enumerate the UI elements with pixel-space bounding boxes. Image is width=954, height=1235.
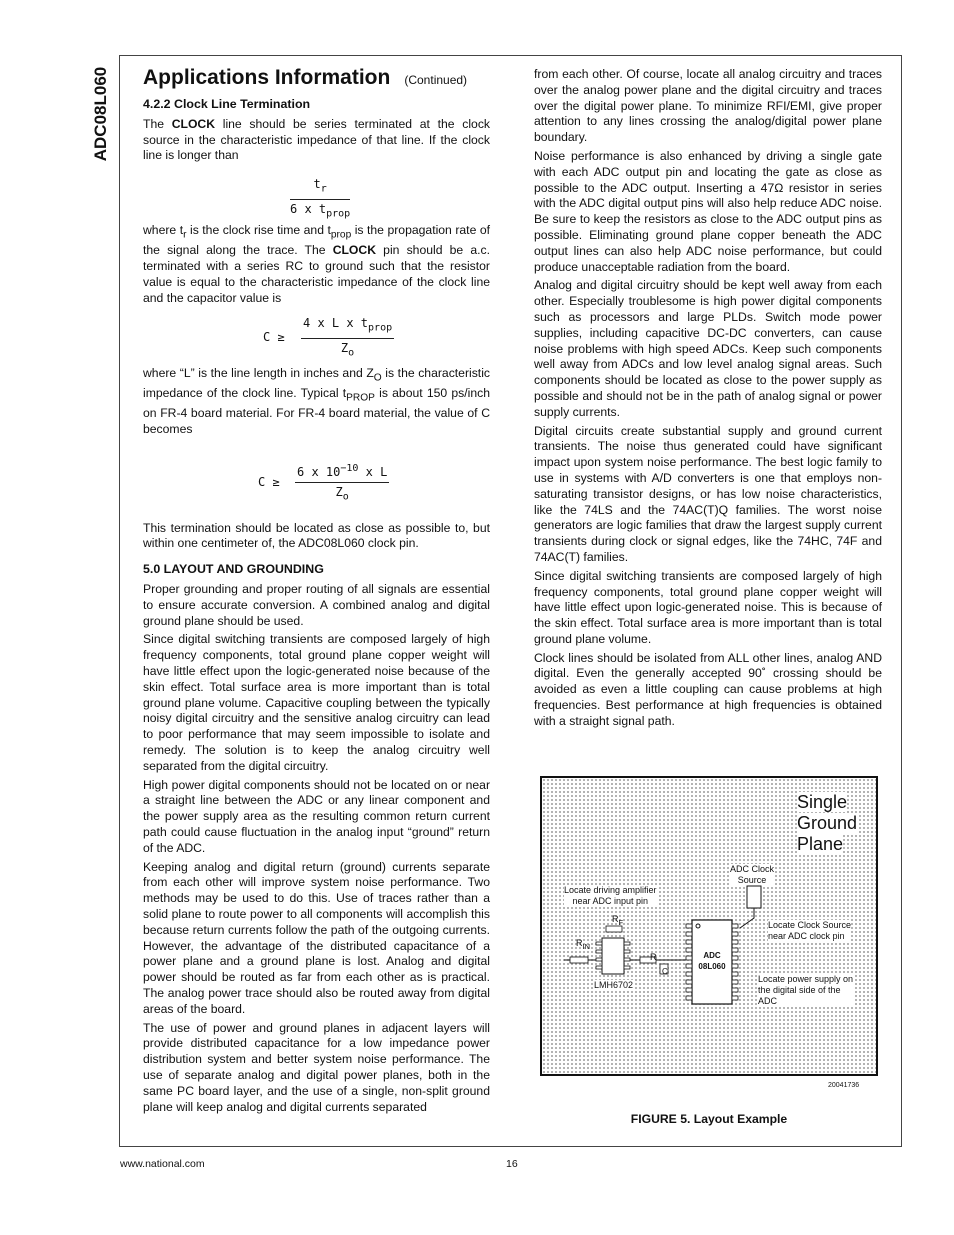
paragraph: from each other. Of course, locate all analog circuitry and traces over the analog power plane and the digital circuitry and traces over the digital power plane. To minimize RFI/EMI, give proper attention to any lines crossing the analog/digital power plane boundary. bbox=[534, 67, 882, 145]
paragraph: Digital circuits create substantial supply and ground current transients. The noise thus generated could have significant impact upon system noise performance. The best logic family to use in systems with A/D converters is one that employs non-saturating transistor designs, or has low noise characteristics, like the 74LS and the 74AC(T)Q families. The worst noise generators are logic families that draw the largest supply current transients during clock or signal edges, like the 74HC, 74F and 74AC(T) families. bbox=[534, 423, 882, 564]
figure-label-clock-source: ADC Clock Source bbox=[730, 864, 775, 885]
paragraph: Proper grounding and proper routing of all signals are essential to ensure accurate conversion. A combined analog and digital ground plane should be used. bbox=[143, 582, 490, 628]
paragraph: where $t_r$ is the clock rise time and $t_{prop}$ is the propagation rate of the signal along the trace. The CLOCK pin should be a.c. terminated with a series RC to ground such that the resistor value is equal to the characteristic impedance of the clock line and the capacitor value is bbox=[143, 223, 491, 305]
equation-2: C ≥ 4 x L x $t_{prop}$ $Z_o$ bbox=[263, 315, 393, 359]
figure-label-adc: ADC 08L060 bbox=[694, 950, 730, 972]
figure-label-amp: LMH6702 bbox=[594, 980, 634, 990]
figure-label-power-supply: Locate power supply on the digital side of the ADC bbox=[758, 974, 854, 1006]
layout-figure bbox=[540, 776, 878, 1076]
section-heading-clock-line: 4.2.2 Clock Line Termination bbox=[143, 97, 311, 111]
paragraph: Clock lines should be isolated from ALL other lines, analog AND digital. Even the generally accepted 90˚ crossing should be avoided as even a little coupling can cause problems at high frequencies. Best performance at high frequencies is obtained with a straight signal path. bbox=[534, 650, 882, 728]
right-column bbox=[534, 67, 882, 733]
paragraph: Keeping analog and digital return (ground) currents separate from each other will improve system noise performance. Two methods may be used to do this. Use of traces rather than a solid plane to route power to all components will accomplish this because return currents follow the path of the outgoing currents. However, the advantage of the distributed capacitance of a power plane and a ground plane is lost. Analog and digital power should be routed as far from each other as is practical. The analog power trace should also be routed away from digital areas of the board. bbox=[143, 859, 490, 1016]
figure-id: 20041736 bbox=[828, 1082, 860, 1089]
equation-3: C ≥ $\frac{6 x 10^{-10} x L}{Z_o}$ bbox=[258, 462, 388, 503]
figure-plane-label: Single Ground Plane bbox=[797, 792, 858, 854]
equation-1: $t_r$ 6 x $t_{prop}$ bbox=[290, 177, 351, 220]
paragraph: High power digital components should not be located on or near a straight line between the ADC or any linear component and the power supply area as the resulting common return current path could cause fluctuation in the analog input “ground” return of the ADC. bbox=[143, 777, 490, 855]
sidebar-part-number bbox=[86, 54, 116, 174]
paragraph: Analog and digital circuitry should be kept well away from each other. Especially troublesome is high power digital components such as processors and large PLDs. Switch mode power supplies, including capacitive DC-DC converters, can cause noise problems with high speed ADCs. Keep such components well away from ADCs and low level analog signal areas. Such components should be located as close to the power supply as possible and should not be in the path of analog signal or power supply currents. bbox=[534, 278, 882, 419]
continued-label: (Continued) bbox=[404, 73, 468, 87]
part-number: ADC08L060 bbox=[91, 66, 110, 162]
paragraph: Since digital switching transients are composed largely of high frequency components, total ground plane copper weight will have little effect upon logic-generated noise. This is because of the skin effect. Total surface area is more important than is total ground plane volume. bbox=[534, 568, 882, 646]
left-column bbox=[143, 67, 490, 1118]
paragraph: Noise performance is also enhanced by driving a single gate with each ADC output pin and locating the gate as close as possible to the ADC output. Inserting a 47Ω resistor in series with the ADC digital output pins will also help reduce ADC noise. Be sure to keep the resistors as close to the ADC output pins as possible. Eliminating ground plane copper beneath the ADC output lines can also help ADC noise performance, but could produce unacceptable radiation from the board. bbox=[534, 148, 882, 274]
paragraph: Since digital switching transients are composed largely of high frequency components, total ground plane copper weight will have little effect upon the logic-generated noise because of the skin effect. Total surface area is more important than is total ground plane volume. Capacitive coupling between the typically noisy digital circuitry and the sensitive analog circuitry can lead to poor performance that may seem impossible to isolate and remedy. The solution is to keep the analog circuitry well separated from the digital circuitry. bbox=[143, 632, 490, 773]
paragraph: This termination should be located as close as possible to, but within one centimeter of, the ADC08L060 clock pin. bbox=[143, 520, 490, 551]
page-number: 16 bbox=[506, 1158, 518, 1170]
paragraph: The use of power and ground planes in adjacent layers will provide distributed capacitance for a low impedance power distribution system and better system noise performance. The use of separate analog and digital power planes, both in the same PC board layer, and the use of a single, non-split ground plane will keep analog and digital currents separated bbox=[143, 1020, 490, 1114]
figure-label-rf: $R_F$ bbox=[612, 914, 624, 927]
figure-label-c: C bbox=[662, 967, 668, 976]
figure-label-r: R bbox=[650, 952, 657, 962]
figure-label-rin: $R_{IN}$ bbox=[576, 938, 590, 951]
paragraph: where “L” is the line length in inches and $Z_O$ is the characteristic impedance of the clock line. Typical $t_{PROP}$ is about 150 ps/inch on FR-4 board material. For FR-4 board material, the value of C becomes bbox=[143, 365, 490, 436]
figure-caption: FIGURE 5. Layout Example bbox=[630, 1112, 788, 1126]
footer-url[interactable]: www.national.com bbox=[120, 1158, 205, 1170]
figure-label-driving-amp: Locate driving amplifier near ADC input pin bbox=[564, 885, 657, 906]
figure-label-clock-pin: Locate Clock Source near ADC clock pin bbox=[768, 920, 852, 941]
paragraph: The CLOCK line should be series terminated at the clock source in the characteristic impedance of that line. If the clock line is longer than bbox=[143, 116, 491, 163]
section-heading-layout: 5.0 LAYOUT AND GROUNDING bbox=[143, 562, 324, 577]
page-title: Applications Information (Continued) bbox=[143, 66, 468, 89]
